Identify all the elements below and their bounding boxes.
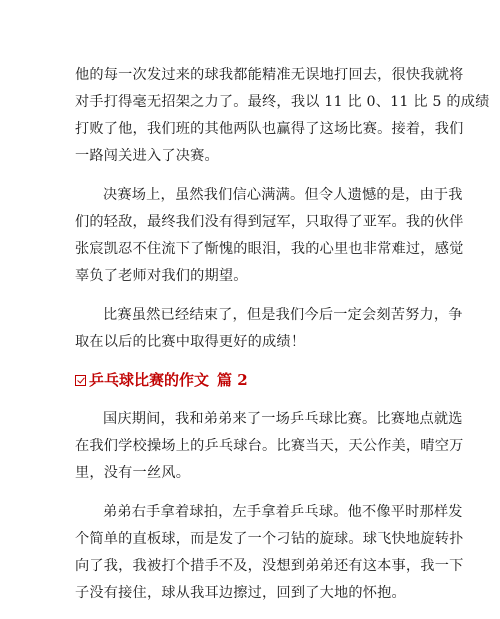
- paragraph-5: [75, 499, 464, 607]
- text-line: 一路闯关进入了决赛。: [75, 148, 219, 164]
- paragraph-3: [75, 302, 463, 356]
- text-line: 对手打得毫无招架之力了。最终，我以 11 比 0、11 比 5 的成绩: [75, 94, 490, 110]
- checkbox-icon: [75, 375, 86, 386]
- document-body: [75, 62, 490, 619]
- text-line: 打败了他，我们班的其他两队也赢得了这场比赛。接着，我们: [75, 121, 464, 137]
- text-line: 个简单的直板球，而是发了一个刁钻的旋球。球飞快地旋转扑: [75, 531, 464, 547]
- heading-title: 乒乓球比赛的作文: [89, 371, 210, 389]
- text-line: 向了我，我被打个措手不及，没想到弟弟还有这本事，我一下: [75, 558, 464, 574]
- text-line: 辜负了老师对我们的期望。: [75, 268, 248, 284]
- paragraph-2: [75, 182, 464, 290]
- text-line: 张宸凯忍不住流下了惭愧的眼泪，我的心里也非常难过，感觉: [75, 241, 464, 257]
- text-line: 他的每一次发过来的球我都能精准无误地打回去，很快我就将: [75, 67, 464, 83]
- text-line: 国庆期间，我和弟弟来了一场乒乓球比赛。比赛地点就选: [103, 411, 463, 427]
- text-line: 取在以后的比赛中取得更好的成绩！: [75, 334, 306, 350]
- text-line: 在我们学校操场上的乒乓球台。比赛当天，天公作美，晴空万: [75, 438, 464, 454]
- text-line: 们的轻敌，最终我们没有得到冠军，只取得了亚军。我的伙伴: [75, 214, 464, 230]
- text-line: 弟弟右手拿着球拍，左手拿着乒乓球。他不像平时那样发: [103, 504, 463, 520]
- paragraph-4: [75, 406, 464, 487]
- text-line: 里，没有一丝风。: [75, 465, 191, 481]
- section-heading: [75, 368, 427, 392]
- text-line: 子没有接住，球从我耳边擦过，回到了大地的怀抱。: [75, 585, 406, 601]
- heading-part: 篇 2: [217, 371, 248, 389]
- paragraph-1: [75, 62, 490, 170]
- text-line: 决赛场上，虽然我们信心满满。但令人遗憾的是，由于我: [103, 187, 463, 203]
- text-line: 比赛虽然已经结束了，但是我们今后一定会刻苦努力，争: [103, 307, 463, 323]
